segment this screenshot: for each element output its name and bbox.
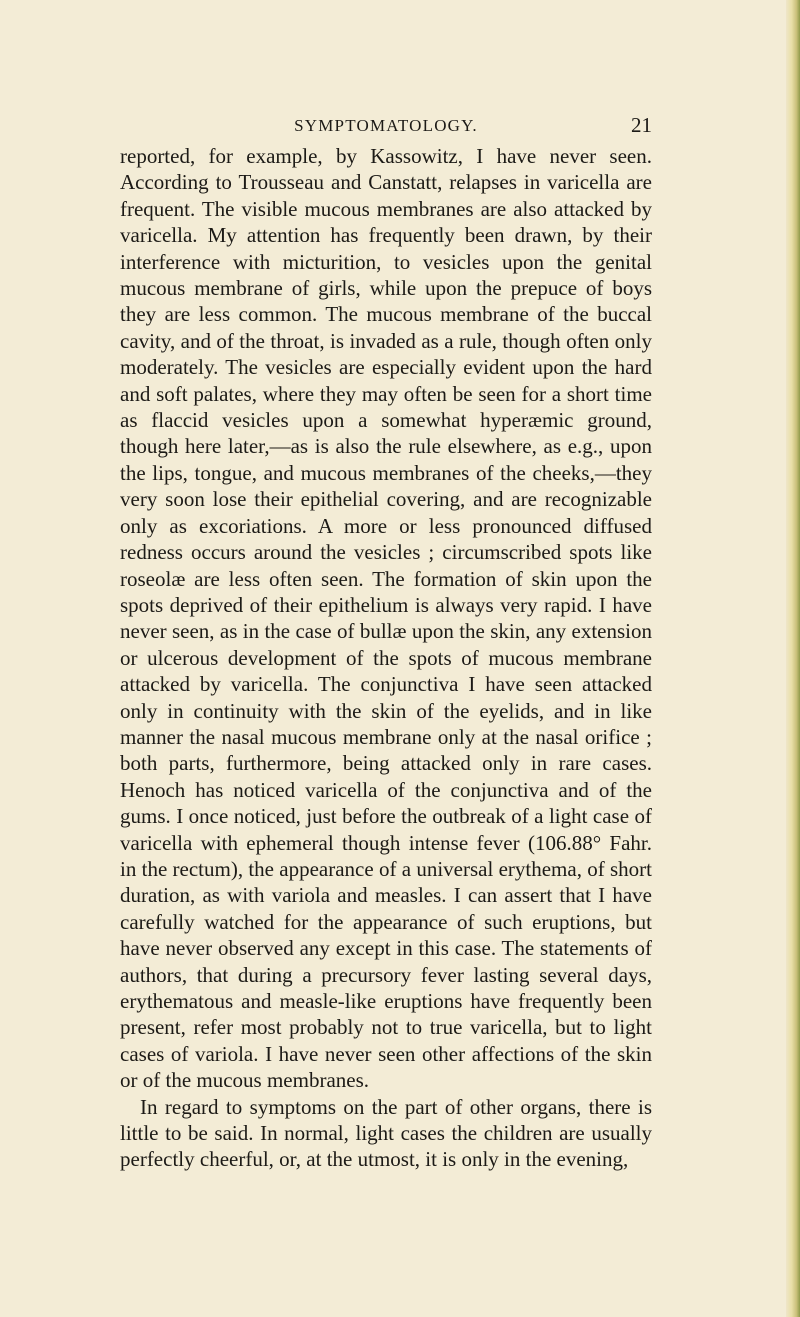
page-number: 21 bbox=[631, 113, 652, 137]
body-text bbox=[120, 143, 652, 1173]
page-header bbox=[120, 113, 652, 140]
page-edge bbox=[786, 0, 800, 1317]
running-head: SYMPTOMATOLOGY. bbox=[294, 116, 478, 135]
paragraph-2: In regard to symptoms on the part of other organs, there is little to be said. In normal, light cases the children are usually perfectly cheerful, or, at the utmost, it is only in the evening, bbox=[120, 1094, 652, 1172]
paragraph-1: reported, for example, by Kassowitz, I have never seen. According to Trousseau and Canstatt, relapses in varicella are frequent. The visible mucous membranes are also attacked by varicella. My attention has frequently been drawn, by their interference with micturition, to vesicles upon the genital mucous membrane of girls, while upon the prepuce of boys they are less common. The mucous membrane of the buccal cavity, and of the throat, is invaded as a rule, though often only moderately. The vesicles are especially evident upon the hard and soft palates, where they may often be seen for a short time as flaccid vesicles upon a somewhat hyperæmic ground, though here later,—as is also the rule elsewhere, as e.g., upon the lips, tongue, and mucous membranes of the cheeks,—they very soon lose their epithelial covering, and are recognizable only as excoriations. A more or less pronounced diffused redness occurs around the vesicles ; circumscribed spots like roseolæ are less often seen. The formation of skin upon the spots deprived of their epithelium is always very rapid. I have never seen, as in the case of bullæ upon the skin, any extension or ulcerous development of the spots of mucous membrane attacked by varicella. The conjunctiva I have seen attacked only in continuity with the skin of the eyelids, and in like manner the nasal mucous membrane only at the nasal orifice ; both parts, furthermore, being attacked only in rare cases. Henoch has noticed varicella of the conjunctiva and of the gums. I once noticed, just before the outbreak of a light case of varicella with ephemeral though intense fever (106.88° Fahr. in the rectum), the appearance of a universal erythema, of short duration, as with variola and measles. I can assert that I have carefully watched for the appearance of such eruptions, but have never observed any except in this case. The statements of authors, that during a precursory fever lasting several days, erythematous and measle-like eruptions have frequently been present, refer most probably not to true varicella, but to light cases of variola. I have never seen other affections of the skin or of the mucous membranes. bbox=[120, 144, 652, 1093]
